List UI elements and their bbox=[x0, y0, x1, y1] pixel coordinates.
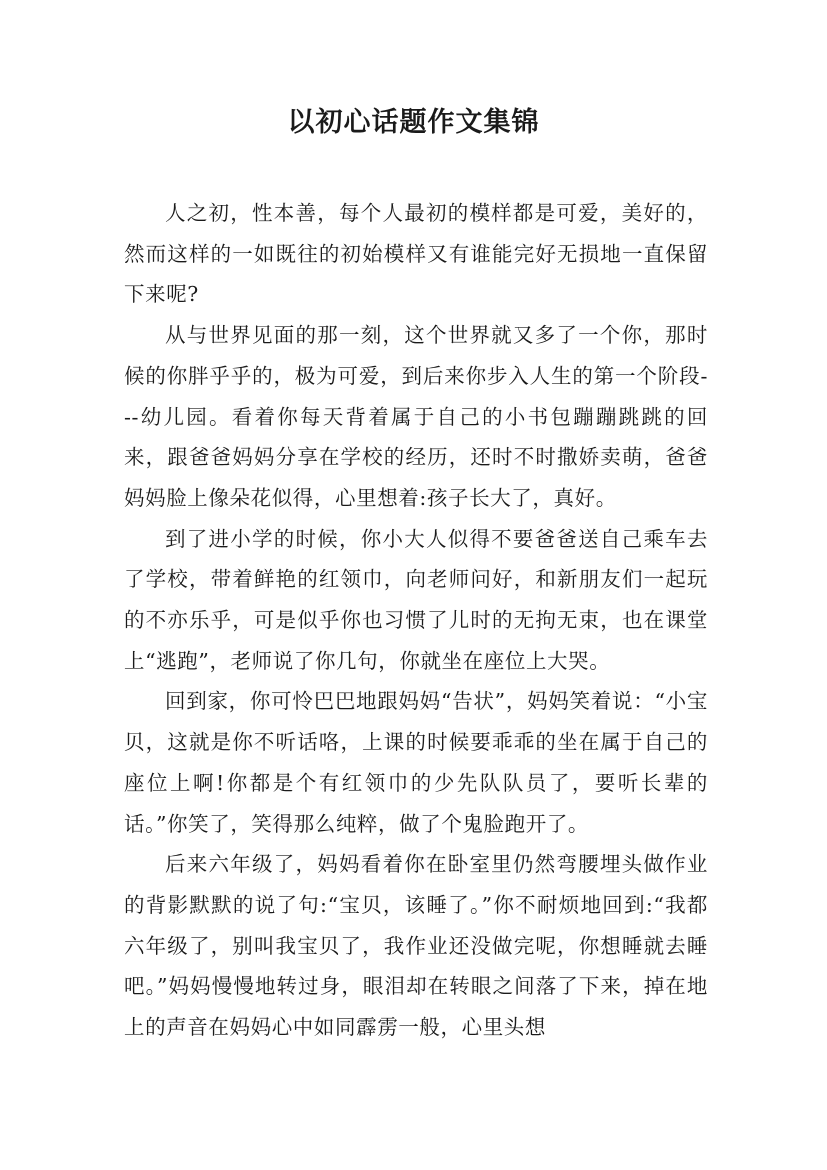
paragraph-4: 回到家，你可怜巴巴地跟妈妈“告状”，妈妈笑着说：“小宝贝，这就是你不听话咯，上课的时候要乖乖的坐在属于自己的座位上啊!你都是个有红领巾的少先队队员了，要听长辈的话。”你笑了，笑得那么纯粹，做了个鬼脸跑开了。 bbox=[124, 689, 708, 836]
document-body bbox=[124, 193, 708, 1048]
paragraph-5: 后来六年级了，妈妈看着你在卧室里仍然弯腰埋头做作业的背影默默的说了句:“宝贝，该睡了。”你不耐烦地回到:“我都六年级了，别叫我宝贝了，我作业还没做完呢，你想睡就去睡吧。”妈妈慢慢地转过身，眼泪却在转眼之间落了下来，掉在地上的声音在妈妈心中如同霹雳一般，心里头想 bbox=[124, 852, 708, 1040]
paragraph-1: 人之初，性本善，每个人最初的模样都是可爱，美好的，然而这样的一如既往的初始模样又有谁能完好无损地一直保留下来呢? bbox=[124, 201, 708, 307]
document-title: 以初心话题作文集锦 bbox=[287, 107, 540, 138]
paragraph-3: 到了进小学的时候，你小大人似得不要爸爸送自己乘车去了学校，带着鲜艳的红领巾，向老师问好，和新朋友们一起玩的不亦乐乎，可是似乎你也习惯了儿时的无拘无束，也在课堂上“逃跑”，老师说了你几句，你就坐在座位上大哭。 bbox=[124, 526, 708, 673]
paragraph-2: 从与世界见面的那一刻，这个世界就又多了一个你，那时候的你胖乎乎的，极为可爱，到后来你步入人生的第一个阶段---幼儿园。看着你每天背着属于自己的小书包蹦蹦跳跳的回来，跟爸爸妈妈分享在学校的经历，还时不时撒娇卖萌，爸爸妈妈脸上像朵花似得，心里想着:孩子长大了，真好。 bbox=[124, 323, 708, 510]
